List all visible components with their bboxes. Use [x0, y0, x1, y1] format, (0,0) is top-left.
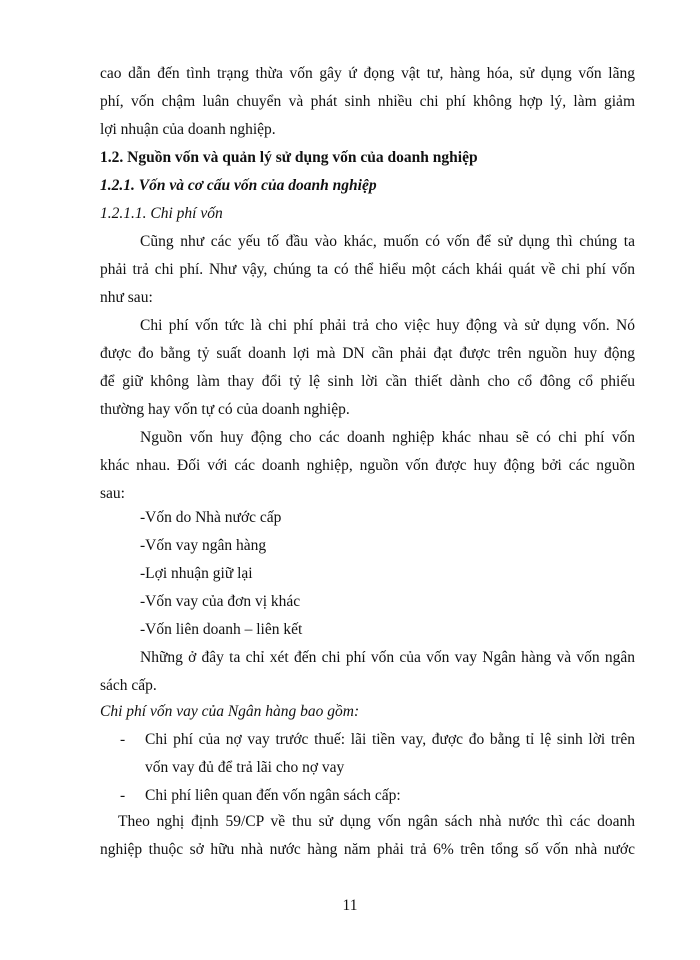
text-line: Cũng như các yếu tố đầu vào khác, muốn có vốn để sử dụng thì chúng ta: [140, 233, 635, 250]
text-line: Theo nghị định 59/CP về thu sử dụng vốn ngân sách nhà nước thì các doanh: [118, 813, 635, 830]
text-line: phải trả chi phí. Như vậy, chúng ta có thể hiểu một cách khái quát về chi phí vốn: [100, 261, 635, 278]
italic-label: Chi phí vốn vay của Ngân hàng bao gồm:: [100, 703, 360, 720]
text-line: sách cấp.: [100, 677, 157, 694]
text-line: sau:: [100, 485, 125, 502]
text-line: để giữ không làm thay đổi tỷ lệ sinh lời cần thiết dành cho cổ đông cổ phiếu: [100, 373, 635, 390]
text-line: lợi nhuận của doanh nghiệp.: [100, 121, 276, 138]
list-item: -Lợi nhuận giữ lại: [140, 565, 253, 582]
bullet-dash: -: [120, 787, 126, 804]
text-line: nghiệp thuộc sở hữu nhà nước hàng năm phải trả 6% trên tổng số vốn nhà nước: [100, 841, 635, 858]
list-item: -Vốn do Nhà nước cấp: [140, 509, 282, 526]
text-line: được đo bằng tỷ suất doanh lợi mà DN cần phải đạt được trên nguồn huy động: [100, 345, 635, 362]
text-line: thường hay vốn tự có của doanh nghiệp.: [100, 401, 350, 418]
text-line: khác nhau. Đối với các doanh nghiệp, nguồn vốn được huy động bởi các nguồn: [100, 457, 635, 474]
text-line: Những ở đây ta chỉ xét đến chi phí vốn của vốn vay Ngân hàng và vốn ngân: [140, 649, 635, 666]
bullet-item: Chi phí liên quan đến vốn ngân sách cấp:: [145, 787, 401, 804]
text-line: cao dẫn đến tình trạng thừa vốn gây ứ đọng vật tư, hàng hóa, sử dụng vốn lãng: [100, 65, 635, 82]
text-line: như sau:: [100, 289, 153, 306]
list-item: -Vốn vay ngân hàng: [140, 537, 267, 554]
section-heading: 1.2. Nguồn vốn và quản lý sử dụng vốn của doanh nghiệp: [100, 149, 478, 166]
subsection-heading: 1.2.1. Vốn và cơ cấu vốn của doanh nghiệp: [100, 177, 377, 194]
bullet-item: Chi phí của nợ vay trước thuế: lãi tiền vay, được đo bằng tỉ lệ sinh lời trên: [145, 731, 635, 748]
text-line: phí, vốn chậm luân chuyển và phát sinh nhiều chi phí không hợp lý, làm giảm: [100, 93, 635, 110]
text-line: Nguồn vốn huy động cho các doanh nghiệp khác nhau sẽ có chi phí vốn: [140, 429, 635, 446]
subsubsection-heading: 1.2.1.1. Chi phí vốn: [100, 205, 223, 222]
bullet-dash: -: [120, 731, 126, 748]
page-number: 11: [342, 897, 358, 914]
text-line: vốn vay đủ để trả lãi cho nợ vay: [145, 759, 345, 776]
list-item: -Vốn vay của đơn vị khác: [140, 593, 301, 610]
text-line: Chi phí vốn tức là chi phí phải trả cho việc huy động và sử dụng vốn. Nó: [140, 317, 635, 334]
list-item: -Vốn liên doanh – liên kết: [140, 621, 303, 638]
